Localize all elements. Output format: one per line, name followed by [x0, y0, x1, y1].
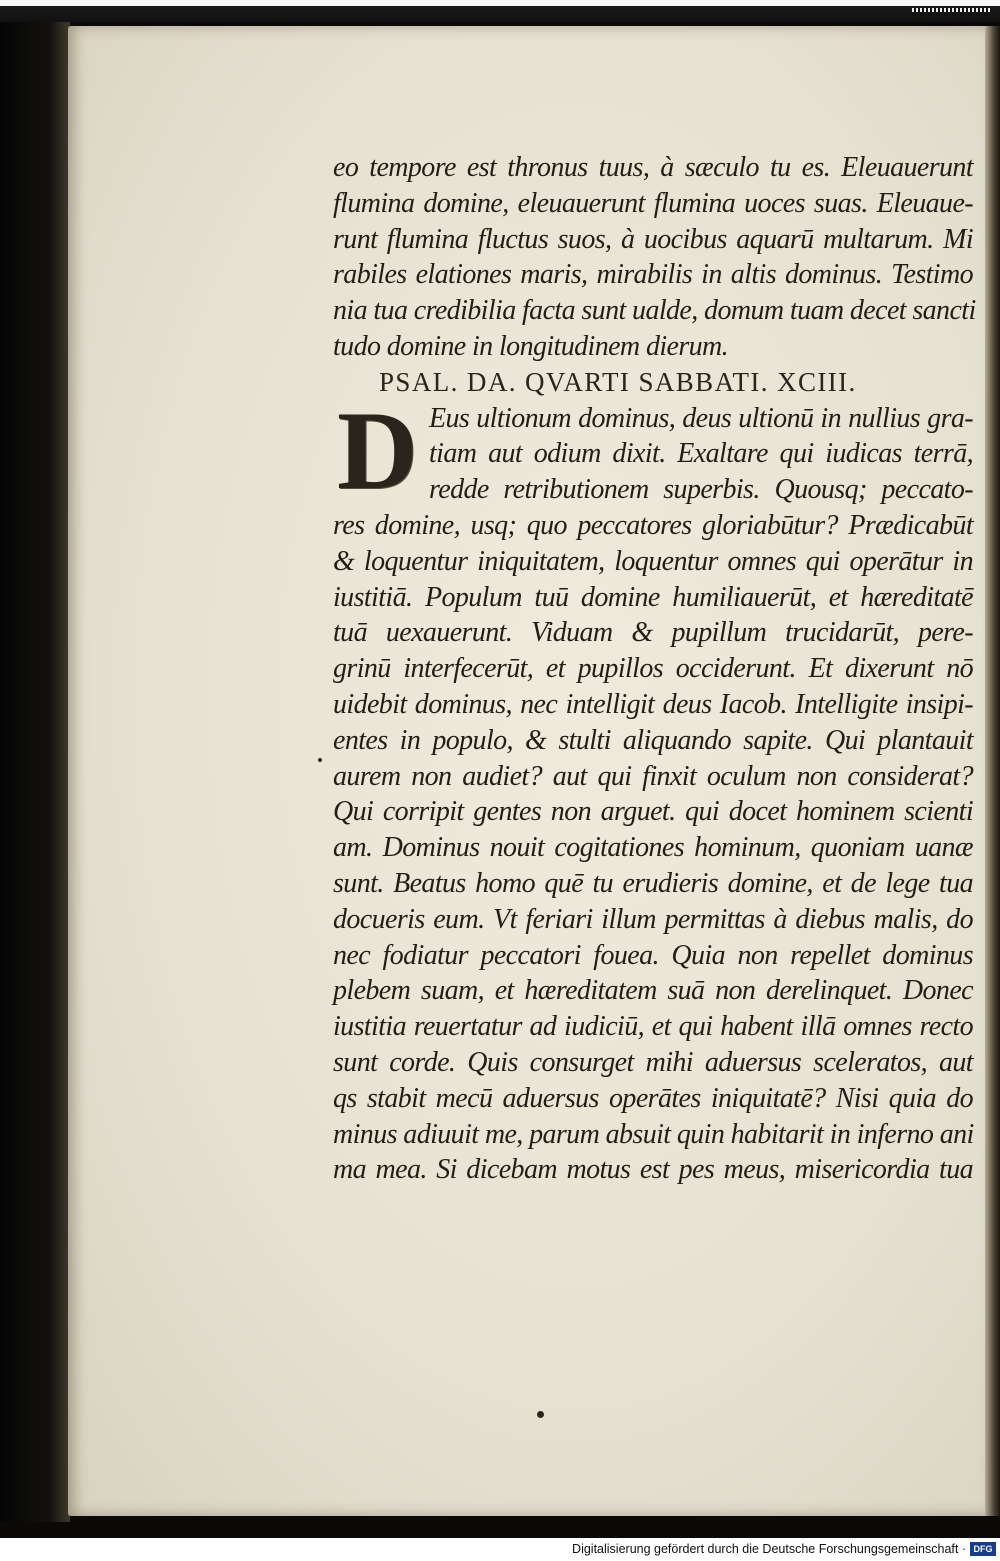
ink-spot [318, 758, 322, 762]
page-fore-edge [985, 26, 1000, 1516]
text-line: plebem suam, et hæreditatem suā non derelinquet. Donec [333, 975, 973, 1007]
text-line: sunt. Beatus homo quē tu erudieris domine, et de lege tua [333, 867, 973, 899]
scan-top-strip [0, 0, 1000, 22]
psalm-heading: PSAL. DA. QVARTI SABBATI. XCIII. [379, 366, 857, 397]
text-line: nec fodiatur peccatori fouea. Quia non repellet dominus [333, 939, 973, 971]
text-line: Qui corripit gentes non arguet. qui docet hominem scienti [333, 796, 973, 828]
text-line: rabiles elationes maris, mirabilis in altis dominus. Testimo [333, 259, 973, 291]
text-line: iustitia reuertatur ad iudiciū, et qui habent illā omnes recto [333, 1011, 973, 1043]
digitization-footer [0, 1538, 1000, 1561]
scan-top-border [0, 0, 1000, 22]
text-line: qs stabit mecū aduersus operātes iniquitatē? Nisi quia do [333, 1082, 973, 1114]
text-line: aurem non audiet? aut qui finxit oculum non considerat? [333, 760, 973, 792]
text-line: tudo domine in longitudinem dierum. [333, 330, 729, 362]
text-line: nia tua credibilia facta sunt ualde, domum tuam decet sancti [333, 295, 976, 327]
text-line: Eus ultionum dominus, deus ultionū in nullius gra- [429, 402, 973, 434]
scan-ruler-marks [912, 8, 992, 12]
text-line: runt flumina fluctus suos, à uocibus aquarū multarum. Mi [333, 223, 973, 255]
dropcap-initial: D [337, 388, 418, 513]
text-line: minus adiuuit me, parum absuit quin habitarit in inferno ani [333, 1118, 974, 1150]
text-line: res domine, usq; quo peccatores gloriabūtur? Prædicabūt [333, 509, 973, 541]
dfg-logo: DFG [970, 1542, 996, 1556]
text-line: & loquentur iniquitatem, loquentur omnes qui operātur in [333, 545, 973, 577]
text-line: grinū interfecerūt, et pupillos occiderunt. Et dixerunt nō [333, 653, 973, 685]
text-line: iustitiā. Populum tuū domine humiliauerūt, et hæreditatē [333, 581, 973, 613]
dropcap-paragraph [333, 388, 973, 513]
text-line: ma mea. Si dicebam motus est pes meus, misericordia tua [333, 1154, 973, 1186]
text-line: entes in populo, & stulti aliquando sapite. Qui plantauit [333, 724, 973, 756]
text-line: tuā uexauerunt. Viduam & pupillum trucidarūt, pere- [333, 617, 973, 649]
psalm-text-block [333, 150, 976, 1188]
text-line: uidebit dominus, nec intelligit deus Iacob. Intelligite insipi- [333, 688, 973, 720]
text-line: redde retributionem superbis. Quousq; peccato- [429, 474, 973, 506]
text-line: tiam aut odium dixit. Exaltare qui iudicas terrā, [429, 438, 973, 470]
text-line: docueris eum. Vt feriari illum permittas à diebus malis, do [333, 903, 973, 935]
funding-notice: Digitalisierung gefördert durch die Deutsche Forschungsgemeinschaft · [572, 1542, 966, 1556]
text-line: eo tempore est thronus tuus, à sæculo tu es. Eleuauerunt [333, 152, 973, 183]
text-line: flumina domine, eleuauerunt flumina uoces suas. Eleuaue- [333, 187, 973, 219]
text-line: am. Dominus nouit cogitationes hominum, quoniam uanæ [333, 832, 973, 864]
book-gutter-shadow [0, 22, 70, 1522]
text-line: sunt corde. Quis consurget mihi aduersus sceleratos, aut [333, 1046, 973, 1078]
ink-spot [537, 1411, 544, 1418]
